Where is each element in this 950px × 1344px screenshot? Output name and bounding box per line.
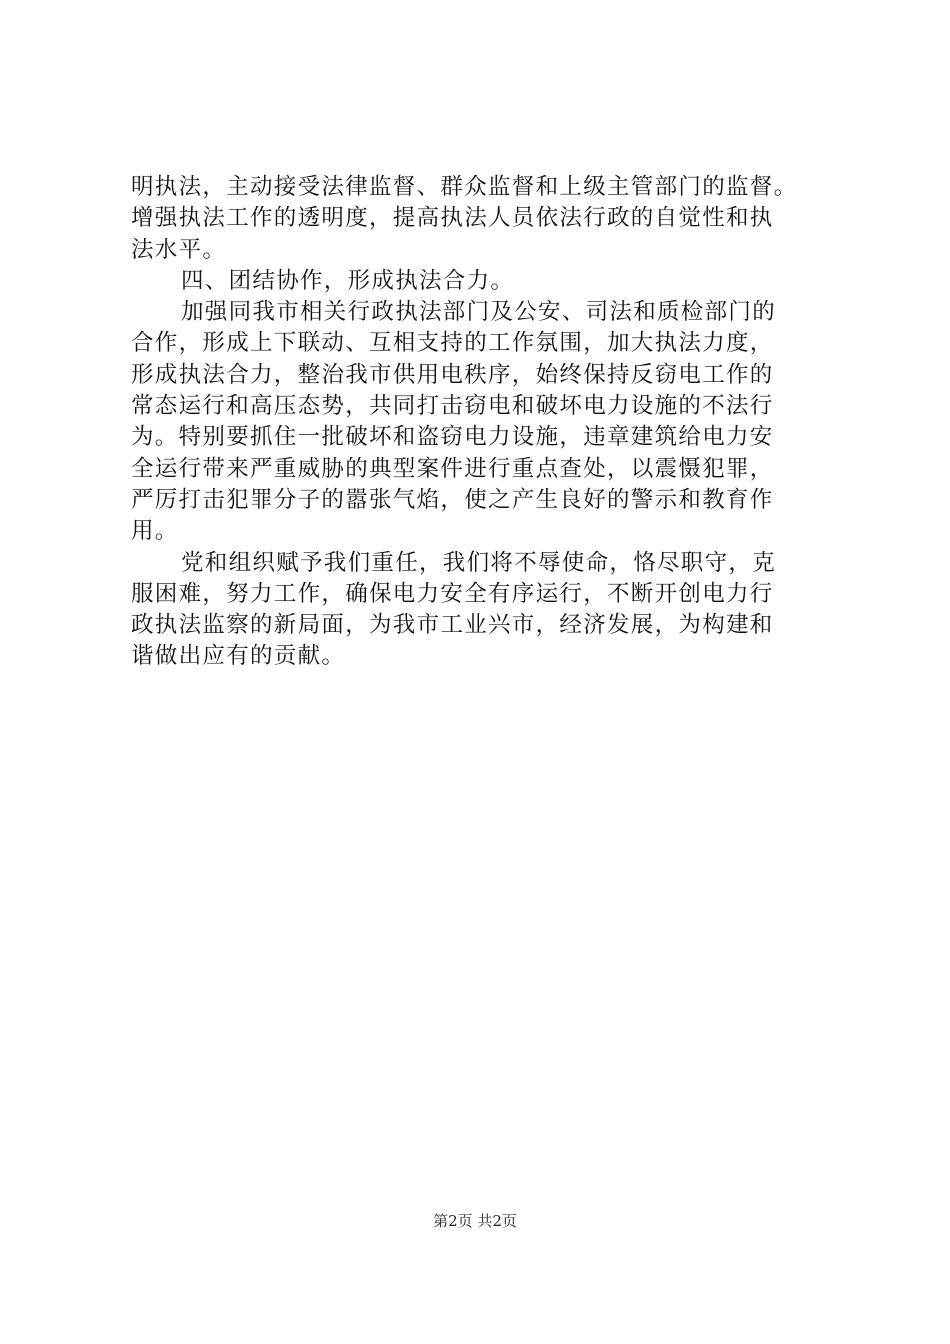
text-line-16: 谐做出应有的贡献。 [131,643,346,670]
text-line-5: 加强同我市相关行政执法部门及公安、司法和质检部门的 [181,299,777,326]
section-heading-4: 四、团结协作，形成执法合力。 [181,267,515,294]
text-line-3: 法水平。 [131,236,227,263]
text-line-14: 服困难，努力工作，确保电力安全有序运行，不断开创电力行 [131,580,774,607]
text-line-8: 常态运行和高压态势，共同打击窃电和破坏电力设施的不法行 [131,393,774,420]
text-line-10: 全运行带来严重威胁的典型案件进行重点查处，以震慑犯罪， [131,455,774,482]
text-line-13: 党和组织赋予我们重任，我们将不辱使命，恪尽职守，克 [181,549,777,576]
text-line-1: 明执法，主动接受法律监督、群众监督和上级主管部门的监督。 [131,174,798,200]
text-line-2: 增强执法工作的透明度，提高执法人员依法行政的自觉性和执 [131,205,774,232]
document-body [131,172,831,673]
text-line-11: 严厉打击犯罪分子的嚣张气焰，使之产生良好的警示和教育作 [131,486,774,513]
text-line-9: 为。特别要抓住一批破坏和盗窃电力设施，违章建筑给电力安 [131,424,774,451]
text-line-6: 合作，形成上下联动、互相支持的工作氛围，加大执法力度， [131,330,774,357]
text-line-15: 政执法监察的新局面，为我市工业兴市，经济发展，为构建和 [131,612,774,639]
text-line-12: 用。 [131,518,179,545]
page-number-footer: 第2页 共2页 [433,1212,517,1230]
text-line-7: 形成执法合力，整治我市供用电秩序，始终保持反窃电工作的 [131,361,774,388]
